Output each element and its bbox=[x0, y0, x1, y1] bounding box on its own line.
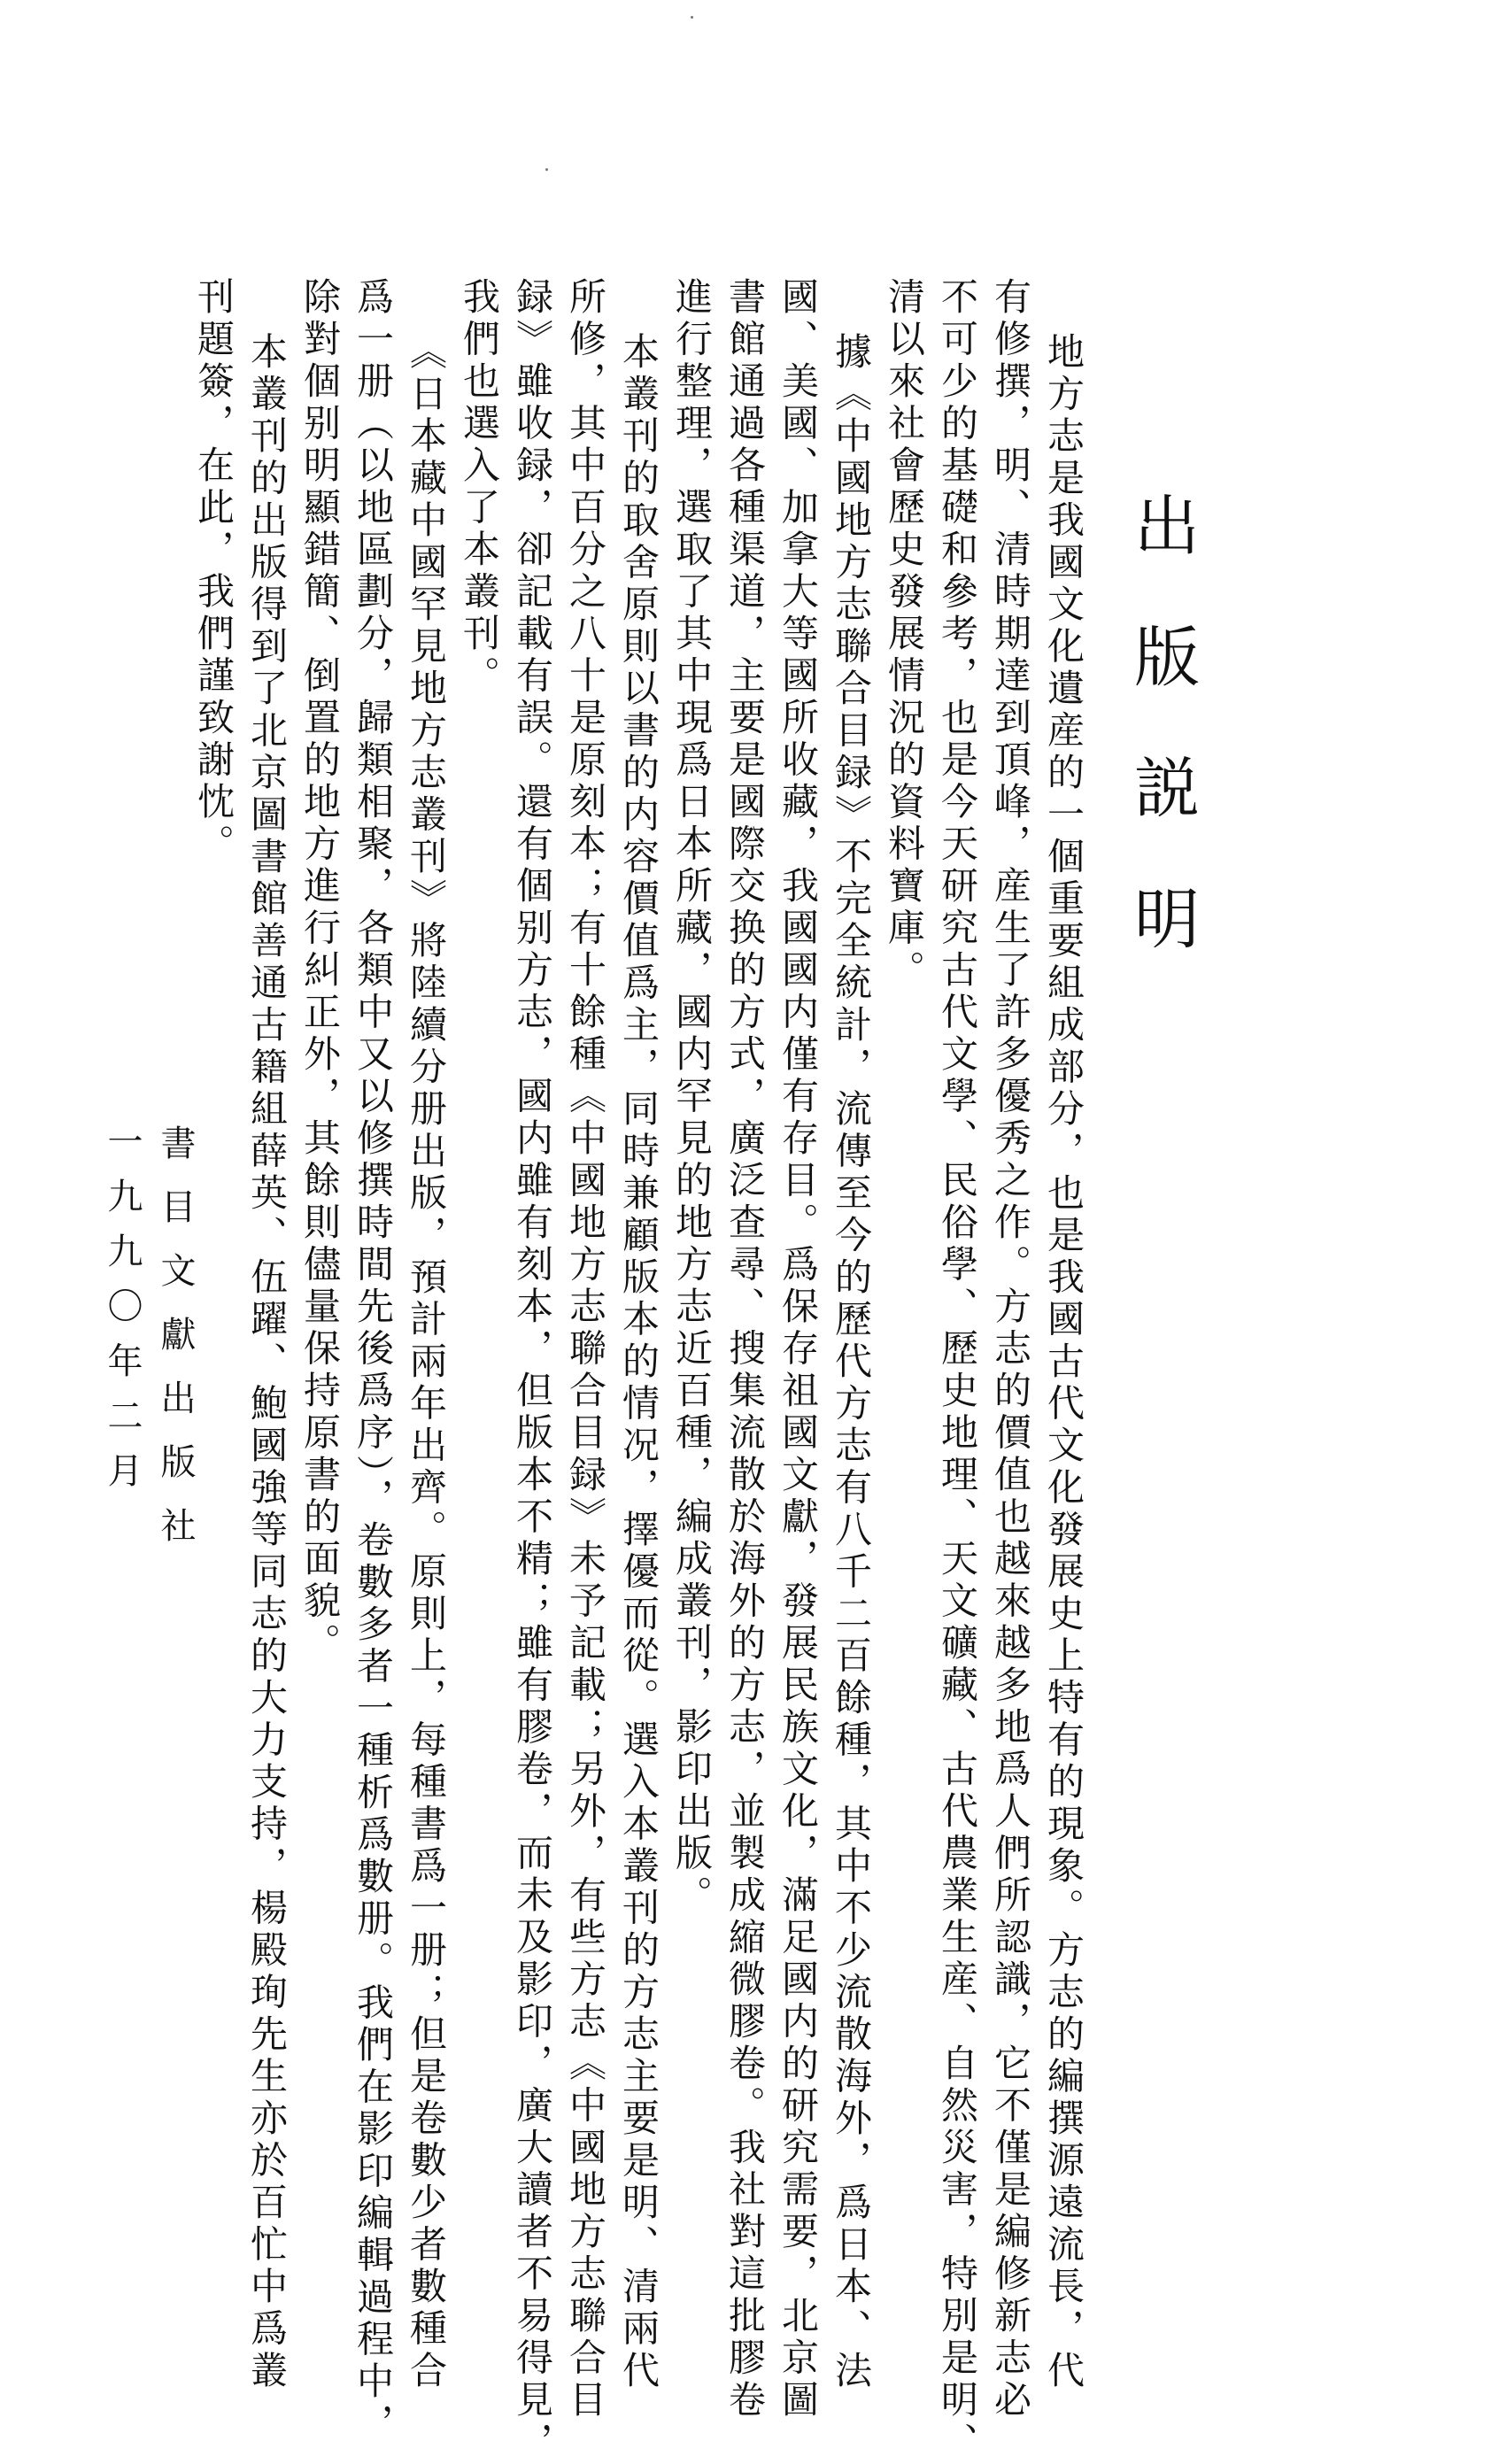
paragraph-1-line-2: 有修撰，明、清時期達到頂峰，産生了許多優秀之作。方志的價值也越來越多地爲人們所認識，它不僅是編修新志必 bbox=[989, 277, 1032, 2422]
paragraph-2-line-2: 國、美國、加拿大等國所收藏，我國國内僅有存目。爲保存祖國文獻，發展民族文化，滿足國内的研究需要，北京圖 bbox=[776, 277, 820, 2422]
publication-date: 一九九〇年二月 bbox=[102, 1123, 143, 1507]
paragraph-2-line-1: 據《中國地方志聯合目録》不完全統計，流傳至今的歷代方志有八千二百餘種，其中不少流散海外，爲日本、法 bbox=[830, 332, 873, 2393]
scan-speck bbox=[691, 16, 693, 19]
paragraph-5-line-2: 刊題簽，在此，我們謹致謝忱。 bbox=[192, 277, 236, 866]
scan-speck bbox=[545, 168, 548, 171]
paragraph-3-line-4: 我們也選入了本叢刊。 bbox=[458, 277, 501, 698]
paragraph-2-line-4: 進行整理，選取了其中現爲日本所藏，國内罕見的地方志近百種，編成叢刊，影印出版。 bbox=[670, 277, 714, 1918]
paragraph-1-line-4: 清以來社會歷史發展情況的資料寶庫。 bbox=[883, 277, 926, 993]
paragraph-1-line-1: 地方志是我國文化遺産的一個重要組成部分，也是我國古代文化發展史上特有的現象。方志的編撰源遠流長，代 bbox=[1042, 332, 1085, 2393]
paragraph-3-line-1: 本叢刊的取舍原則以書的内容價值爲主，同時兼顧版本的情况，擇優而從。選入本叢刊的方志主要是明、清兩代 bbox=[617, 332, 661, 2393]
paragraph-4-line-3: 除對個别明顯錯簡、倒置的地方進行糾正外，其餘則儘量保持原書的面貌。 bbox=[298, 277, 342, 1665]
paragraph-4-line-1: 《日本藏中國罕見地方志叢刊》將陸續分册出版，預計兩年出齊。原則上，每種書爲一册；但是卷數少者數種合 bbox=[405, 332, 448, 2393]
publisher-signature: 書目文獻出版社 bbox=[155, 1124, 196, 1571]
paragraph-1-line-3: 不可少的基礎和參考，也是今天研究古代文學、民俗學、歷史地理、天文礦藏、古代農業生産、自然災害，特別是明、 bbox=[936, 277, 979, 2464]
paragraph-5-line-1: 本叢刊的出版得到了北京圖書館善通古籍組薛英、伍躍、鮑國強等同志的大力支持，楊殿珣先生亦於百忙中爲叢 bbox=[245, 332, 289, 2393]
paragraph-3-line-2: 所修，其中百分之八十是原刻本；有十餘種《中國地方志聯合目録》未予記載；另外，有些方志《中國地方志聯合目 bbox=[564, 277, 607, 2422]
paragraph-3-line-3: 録》雖收録，卻記載有誤。還有個别方志，國内雖有刻本，但版本不精；雖有膠卷，而未及影印，廣大讀者不易得見， bbox=[511, 277, 554, 2464]
paragraph-4-line-2: 爲一册（以地區劃分，歸類相聚，各類中又以修撰時間先後爲序），卷數多者一種析爲數册。我們在影印編輯過程中， bbox=[352, 277, 395, 2445]
page-title: 出版説明 bbox=[1124, 491, 1200, 1016]
paragraph-2-line-3: 書館通過各種渠道，主要是國際交换的方式，廣泛查尋、搜集流散於海外的方志，並製成縮微膠卷。我社對這批膠卷 bbox=[723, 277, 767, 2422]
